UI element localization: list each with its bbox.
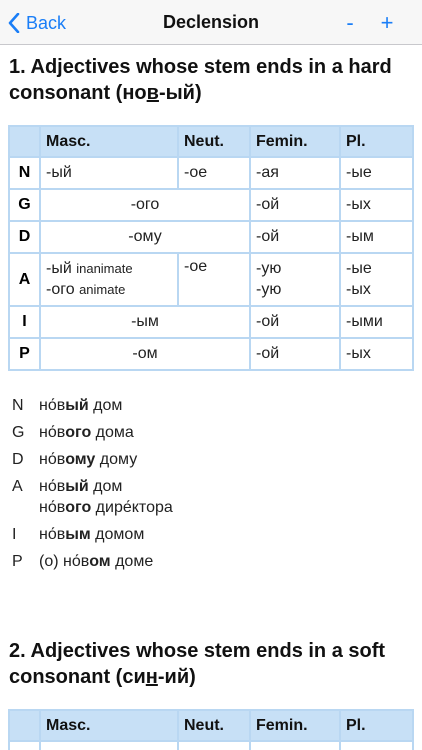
table-cell: -ое: [178, 157, 250, 189]
table-cell: [250, 253, 340, 306]
stem: но́в: [39, 451, 66, 468]
header-pl: Pl.: [340, 126, 413, 157]
case-label: D: [9, 221, 40, 253]
ending: ый: [65, 478, 89, 495]
navigation-bar: [0, 0, 422, 45]
stem: но́в: [39, 499, 66, 516]
example-line: [39, 476, 173, 497]
section-2-title-suffix: ): [189, 666, 196, 688]
stem: но́в: [39, 424, 66, 441]
section-1-title-suffix: ): [194, 82, 202, 104]
table-row: [9, 741, 413, 750]
example-case: D: [12, 451, 24, 468]
declension-table-soft: [8, 709, 414, 750]
cell-line: -ых: [346, 281, 371, 298]
noun: дому: [95, 451, 138, 468]
noun: дом: [88, 397, 123, 414]
section-2-title-stem: си: [122, 666, 146, 688]
example-line: [39, 551, 153, 572]
example-words: [39, 524, 144, 545]
table-corner: [9, 710, 40, 741]
example-case: P: [12, 553, 23, 570]
table-cell: -ыми: [340, 306, 413, 338]
example-case: A: [12, 478, 23, 495]
example-words: [39, 449, 137, 470]
table-row: [9, 338, 413, 370]
example-row: [12, 422, 173, 443]
table-cell: -ым: [40, 306, 250, 338]
table-cell: -ому: [40, 221, 250, 253]
noun: дом: [88, 478, 123, 495]
example-row: [12, 395, 173, 416]
cell-line: [46, 258, 172, 279]
ending: ый: [65, 397, 89, 414]
table-cell: -ой: [250, 221, 340, 253]
section-2-title: [9, 638, 413, 690]
noun: дире́ктора: [91, 499, 173, 516]
table-header-row: [9, 710, 413, 741]
stem: но́в: [39, 526, 66, 543]
table-row: [9, 157, 413, 189]
back-label: Back: [26, 12, 67, 33]
example-words: [39, 422, 134, 443]
section-1-title-stem: но: [122, 82, 147, 104]
section-1-title-ending: -ый: [158, 82, 195, 104]
header-masc: Masc.: [40, 710, 178, 741]
increase-font-button[interactable]: +: [380, 10, 394, 35]
example-words: [39, 476, 173, 518]
ending: ом: [89, 553, 111, 570]
table-cell: -ая: [250, 157, 340, 189]
case-label: A: [9, 253, 40, 306]
table-cell: -ого: [40, 189, 250, 221]
example-line: [39, 449, 137, 470]
example-case: N: [12, 397, 24, 414]
case-label: I: [9, 306, 40, 338]
noun: дома: [91, 424, 134, 441]
table-cell: [40, 741, 178, 750]
stem: но́в: [39, 478, 66, 495]
ending: ым: [65, 526, 91, 543]
examples-list: [12, 395, 173, 572]
header-masc: Masc.: [40, 126, 178, 157]
table-cell: -ых: [340, 338, 413, 370]
ending: ому: [65, 451, 96, 468]
example-case: G: [12, 424, 25, 441]
section-2-title-stem-underlined: н: [145, 666, 158, 688]
table-cell: [178, 741, 250, 750]
ending: -ого: [46, 281, 75, 298]
declension-table-hard: [8, 125, 414, 371]
example-words: [39, 551, 153, 572]
section-1-title: [9, 54, 413, 106]
table-cell: -ым: [340, 221, 413, 253]
section-2-title-ending: -ий: [157, 666, 190, 688]
header-neut: Neut.: [178, 710, 250, 741]
preposition: (о): [39, 553, 63, 570]
example-case: I: [12, 526, 17, 543]
note: inanimate: [76, 261, 133, 276]
case-label: N: [9, 157, 40, 189]
section-1-title-text: 1. Adjectives whose stem ends in a hard consonant (: [9, 56, 392, 104]
table-cell: [40, 253, 178, 306]
noun: доме: [110, 553, 154, 570]
table-cell: [340, 741, 413, 750]
table-header-row: [9, 126, 413, 157]
case-label: G: [9, 189, 40, 221]
ending: ого: [65, 499, 92, 516]
header-pl: Pl.: [340, 710, 413, 741]
example-words: [39, 395, 122, 416]
table-row: [9, 189, 413, 221]
table-cell: [250, 741, 340, 750]
header-femin: Femin.: [250, 710, 340, 741]
stem: но́в: [63, 553, 90, 570]
table-cell: -ое: [178, 253, 250, 306]
example-row: [12, 449, 173, 470]
example-row: [12, 551, 173, 572]
example-line: [39, 422, 134, 443]
table-cell: -ом: [40, 338, 250, 370]
table-cell: [340, 253, 413, 306]
example-line: [39, 395, 122, 416]
note: animate: [79, 282, 126, 297]
ending: ого: [65, 424, 92, 441]
header-femin: Femin.: [250, 126, 340, 157]
table-row: [9, 221, 413, 253]
cell-line: [46, 279, 172, 300]
example-line: [39, 524, 144, 545]
cell-line: -ые: [346, 260, 372, 277]
cell-line: -ую: [256, 260, 282, 277]
table-cell: -ой: [250, 189, 340, 221]
page-title: Declension: [162, 12, 260, 32]
table-cell: -ой: [250, 306, 340, 338]
table-corner: [9, 126, 40, 157]
header-neut: Neut.: [178, 126, 250, 157]
ending: -ый: [46, 260, 72, 277]
table-cell: -ые: [340, 157, 413, 189]
stem: но́в: [39, 397, 66, 414]
example-row: [12, 524, 173, 545]
section-2-title-text: 2. Adjectives whose stem ends in a soft consonant (: [9, 640, 386, 688]
table-cell: -ой: [250, 338, 340, 370]
table-row: [9, 253, 413, 306]
decrease-font-button[interactable]: -: [346, 10, 354, 35]
case-label: P: [9, 338, 40, 370]
table-cell: -ый: [40, 157, 178, 189]
noun: домом: [90, 526, 145, 543]
table-cell: -ых: [340, 189, 413, 221]
table-row: [9, 306, 413, 338]
section-1-title-stem-underlined: в: [146, 82, 159, 104]
case-label: [9, 741, 40, 750]
example-line: [39, 497, 173, 518]
cell-line: -ую: [256, 281, 282, 298]
example-row: [12, 476, 173, 518]
